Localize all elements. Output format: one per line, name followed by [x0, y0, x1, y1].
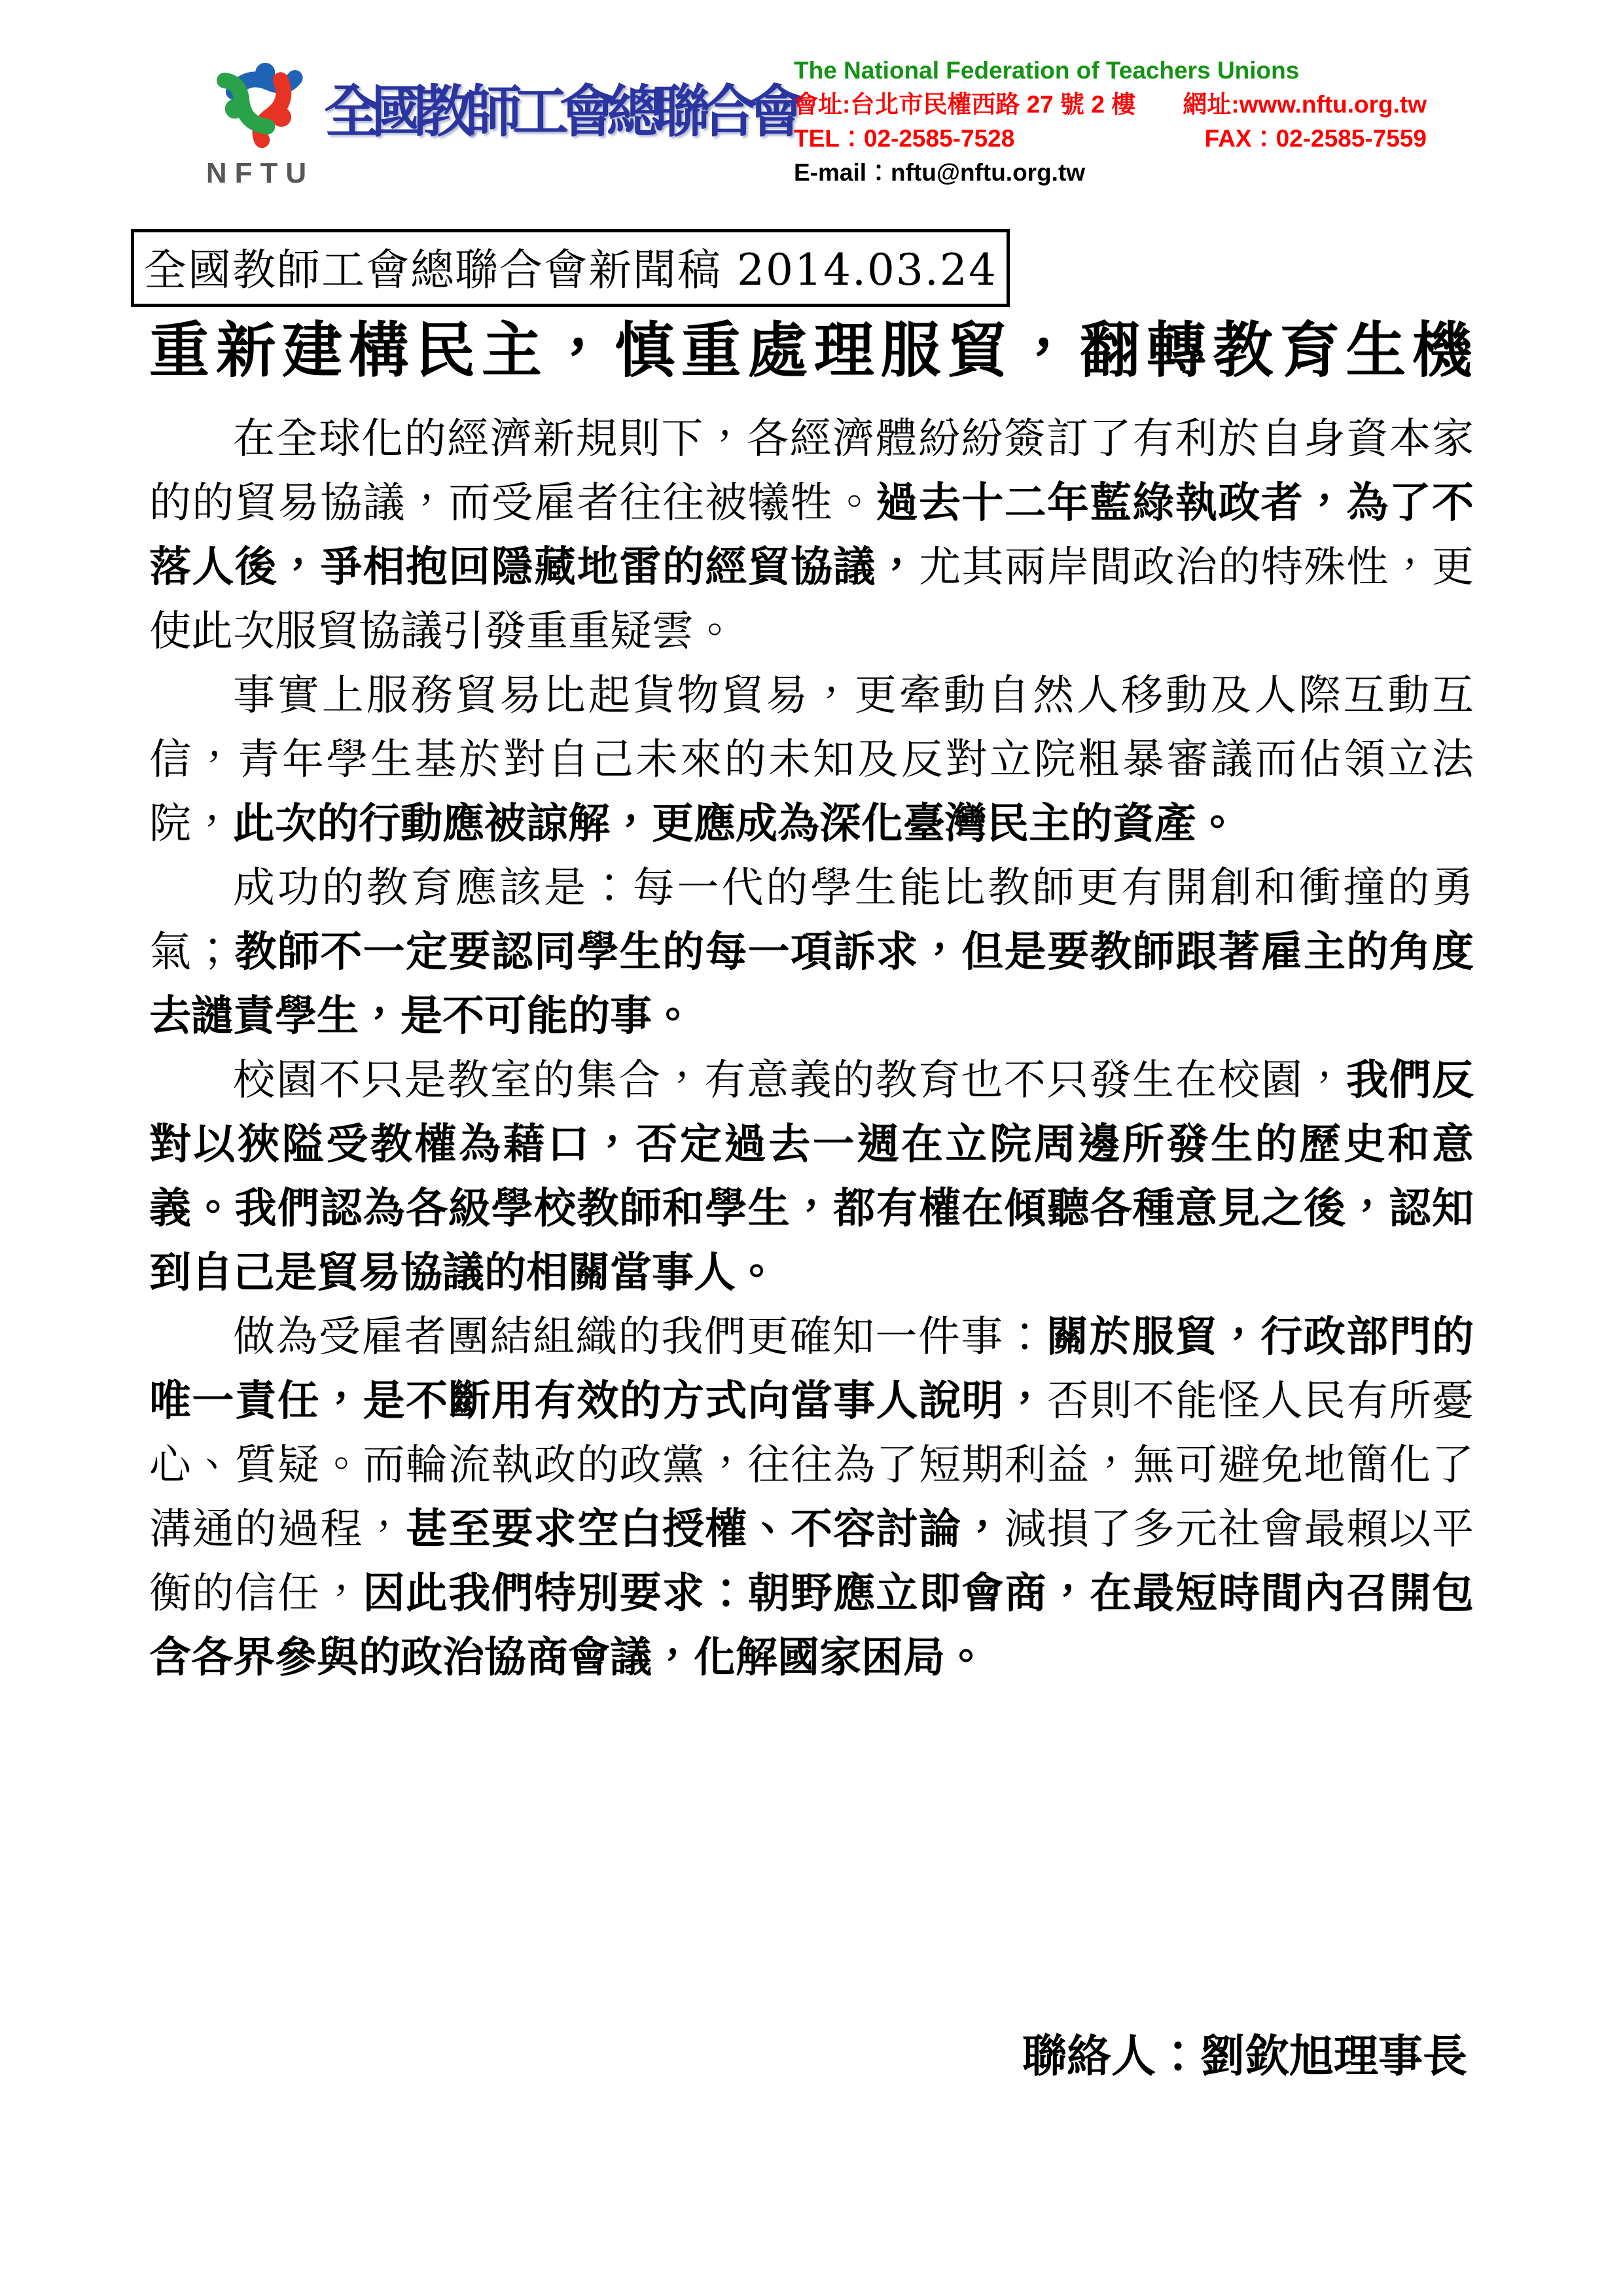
- emphasized-text: 關於服貿，行政部門的唯一責任，是不斷用有效的方式向當事人說明，: [149, 1312, 1474, 1426]
- body-paragraph: [149, 1305, 1474, 1690]
- letterhead: [196, 43, 1427, 190]
- emphasized-text: 過去十二年藍綠執政者，為了不落人後，爭相抱回隱藏地雷的經貿協議，: [149, 478, 1474, 592]
- body-text-segment: 成功的教育應該是：每一代的學生能比教師更有開創和衝撞的勇氣；: [149, 864, 1474, 977]
- body-text-segment: 校園不只是教室的集合，有意義的教育也不只發生在校園，: [233, 1056, 1347, 1105]
- body-paragraph: [149, 664, 1474, 856]
- fax-label: FAX：02-2585-7559: [1204, 125, 1427, 152]
- nftu-logo-label: NFTU: [205, 157, 315, 189]
- nftu-logo: [196, 43, 324, 190]
- tel-fax-row: [794, 122, 1427, 156]
- org-name-calligraphy: 全國教師工會總聯合會: [324, 79, 795, 145]
- body-text-segment: 事實上服務貿易比起貨物貿易，更牽動自然人移動及人際互動互信，青年學生基於對自己未來的未知及反對立院粗暴審議而佔領立法院，: [149, 672, 1474, 848]
- website-label: 網址:www.nftu.org.tw: [1183, 91, 1427, 118]
- contact-block: [782, 43, 1427, 190]
- body-text-segment: 減損了多元社會最賴以平衡的信任，: [149, 1505, 1474, 1618]
- email-label: E-mail：nftu@nftu.org.tw: [794, 159, 1086, 186]
- body-paragraph: [149, 407, 1474, 664]
- address-website-row: [794, 88, 1427, 122]
- headline: 重新建構民主，慎重處理服貿，翻轉教育生機: [149, 315, 1474, 386]
- emphasized-text: 教師不一定要認同學生的每一項訴求，但是要教師跟著雇主的角度去譴責學生，是不可能的事。: [149, 927, 1474, 1041]
- body-text-segment: 否則不能怪人民有所憂心、質疑。而輪流執政的政黨，往往為了短期利益，無可避免地簡化了溝通的過程，: [149, 1377, 1474, 1554]
- tel-label: TEL：02-2585-7528: [794, 125, 1015, 152]
- body-text-segment: 在全球化的經濟新規則下，各經濟體紛紛簽訂了有利於自身資本家的的貿易協議，而受雇者往往被犧牲。: [149, 415, 1474, 528]
- emphasized-text: 因此我們特別要求：朝野應立即會商，在最短時間內召開包含各界參與的政治協商會議，化解國家困局。: [149, 1569, 1474, 1682]
- emphasized-text: 此次的行動應被諒解，更應成為深化臺灣民主的資產。: [233, 799, 1238, 848]
- body-text-segment: 做為受雇者團結組織的我們更確知一件事：: [233, 1313, 1047, 1361]
- press-release-title-box: 全國教師工會總聯合會新聞稿 2014.03.24: [131, 229, 1010, 307]
- body: [149, 407, 1474, 1690]
- contact-person-line: 聯絡人：劉欽旭理事長: [1022, 2030, 1467, 2083]
- org-name-english: The National Federation of Teachers Unions: [794, 57, 1300, 84]
- body-paragraph: [149, 1049, 1474, 1305]
- nftu-triskelion-icon: [202, 43, 319, 156]
- address-label: 會址:台北市民權西路 27 號 2 樓: [794, 91, 1136, 118]
- body-paragraph: [149, 856, 1474, 1049]
- emphasized-text: 我們反對以狹隘受教權為藉口，否定過去一週在立院周邊所發生的歷史和意義。我們認為各級學校教師和學生，都有權在傾聽各種意見之後，認知到自己是貿易協議的相關當事人。: [149, 1056, 1474, 1297]
- body-text-segment: 尤其兩岸間政治的特殊性，更使此次服貿協議引發重重疑雲。: [149, 543, 1474, 656]
- emphasized-text: 甚至要求空白授權、不容討論，: [406, 1505, 1005, 1554]
